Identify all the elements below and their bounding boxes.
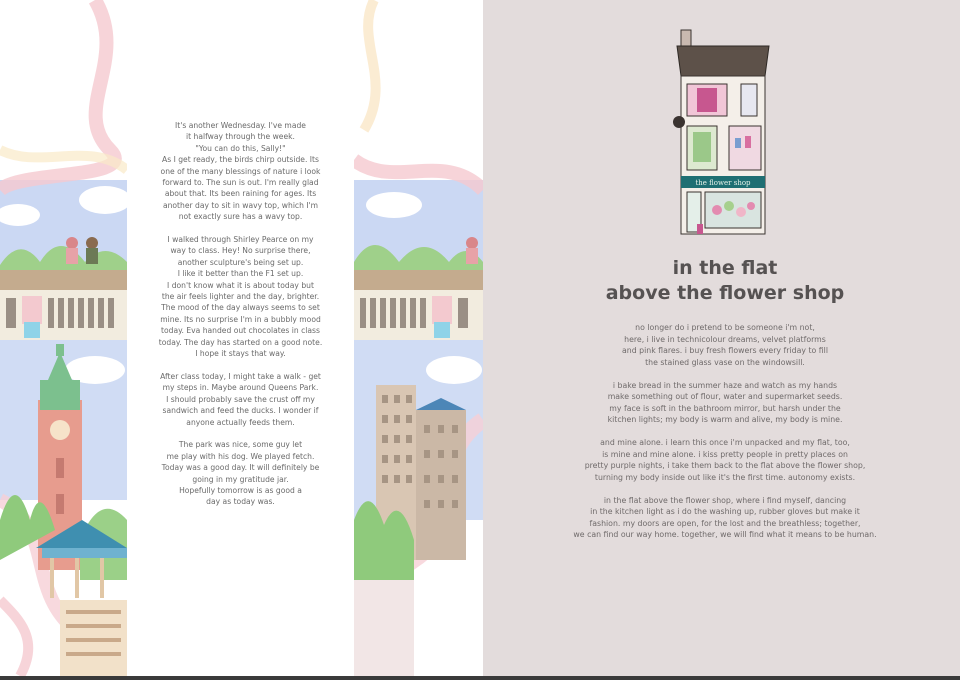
- poem-stanza: [483, 495, 960, 541]
- shop-sign: the flower shop: [695, 179, 751, 187]
- poem-line: fashion. my doors are open, for the lost and the breathless; together,: [589, 518, 861, 528]
- bottom-edge-bar: [0, 676, 960, 680]
- poem-line: in the kitchen light as i do the washing up, rubber gloves but make it: [590, 507, 860, 516]
- diary-line: Hopefully tomorrow is as good a: [179, 485, 302, 495]
- diary-line: anyone actually feeds them.: [186, 417, 295, 427]
- diary-line: I hope it stays that way.: [195, 349, 286, 359]
- diary-paragraph: [134, 234, 347, 359]
- diary-line: today. Eva handed out chocolates in class: [161, 326, 320, 336]
- diary-line: As I get ready, the birds chirp outside. Its: [162, 155, 319, 165]
- poem-line: and pink flares. i buy fresh flowers every friday to fill: [621, 346, 829, 355]
- poem-line: is mine and mine alone. i kiss pretty people in pretty places on: [602, 449, 848, 459]
- poem-line: the stained glass vase on the windowsill.: [645, 357, 805, 367]
- diary-line: today. The day has started on a good note.: [158, 337, 323, 347]
- diary-line: It's another Wednesday. I've made: [175, 121, 306, 130]
- diary-line: I should probably save the crust off my: [166, 394, 315, 404]
- right-illustration-strip: [354, 0, 483, 676]
- diary-line: way to class. Hey! No surprise there,: [170, 246, 311, 256]
- diary-paragraph: [134, 371, 347, 428]
- diary-line: forward to. The sun is out. I'm really glad: [162, 178, 319, 188]
- diary-line: The park was nice, some guy let: [178, 440, 303, 450]
- poem-body: [483, 322, 960, 552]
- diary-line: day as today was.: [206, 497, 275, 507]
- poem-line: kitchen lights; my body is warm and alive, my body is mine.: [607, 415, 843, 424]
- right-page: [483, 0, 960, 676]
- diary-line: mine. Its no surprise I'm in a bubbly mood: [160, 314, 321, 324]
- diary-line: After class today, I might take a walk - get: [160, 371, 321, 381]
- poem-line: pretty purple nights, i take them back to the flat above the flower shop,: [584, 461, 866, 470]
- diary-line: my steps in. Maybe around Queens Park.: [162, 383, 319, 393]
- poem-title-line: in the flat: [672, 257, 778, 279]
- poem-stanza: [483, 437, 960, 483]
- diary-line: me play with his dog. We played fetch.: [166, 451, 315, 461]
- flower-shop-house-illustration: [673, 28, 773, 238]
- poem-stanza: [483, 380, 960, 426]
- diary-line: The mood of the day always seems to set: [161, 303, 320, 313]
- diary-line: about that. Its been raining for ages. Its: [164, 189, 317, 199]
- diary-line: "You can do this, Sally!": [195, 143, 286, 153]
- poem-line: i bake bread in the summer haze and watch as my hands: [612, 380, 838, 390]
- diary-line: one of the many blessings of nature i look: [160, 166, 321, 176]
- diary-line: going in my gratitude jar.: [192, 474, 289, 484]
- diary-line: it halfway through the week.: [186, 132, 295, 142]
- poem-line: in the flat above the flower shop, where i find myself, dancing: [603, 495, 847, 505]
- diary-line: the air feels lighter and the day, brighter.: [161, 292, 320, 302]
- diary-line: Today was a good day. It will definitely be: [161, 463, 320, 473]
- poem-stanza: [483, 322, 960, 368]
- poem-line: here, i live in technicolour dreams, velvet platforms: [624, 334, 826, 344]
- diary-line: I walked through Shirley Pearce on my: [167, 235, 314, 245]
- diary-line: another day to sit in wavy top, which I'm: [162, 200, 319, 210]
- poem-line: turning my body inside out like it's the first time. autonomy exists.: [594, 472, 856, 482]
- poem-line: and mine alone. i learn this once i'm unpacked and my flat, too,: [600, 438, 850, 447]
- poem-title-line: above the flower shop: [605, 282, 845, 304]
- diary-entry: [134, 120, 347, 519]
- poem-title: [483, 256, 960, 306]
- left-illustration-strip: [0, 0, 127, 676]
- diary-line: not exactly sure has a wavy top.: [178, 212, 303, 222]
- poem-line: we can find our way home. together, we will find what it means to be human.: [573, 530, 877, 539]
- diary-line: I like it better than the F1 set up.: [177, 269, 304, 279]
- poem-line: make something out of flour, water and supermarket seeds.: [607, 392, 843, 401]
- poem-line: my face is soft in the bathroom mirror, but harsh under the: [609, 403, 841, 413]
- diary-line: another sculpture's being set up.: [177, 257, 304, 267]
- diary-paragraph: [134, 439, 347, 507]
- diary-paragraph: [134, 120, 347, 223]
- diary-line: I don't know what it is about today but: [167, 280, 314, 290]
- diary-line: sandwich and feed the ducks. I wonder if: [162, 406, 319, 416]
- poem-line: no longer do i pretend to be someone i'm not,: [635, 323, 815, 332]
